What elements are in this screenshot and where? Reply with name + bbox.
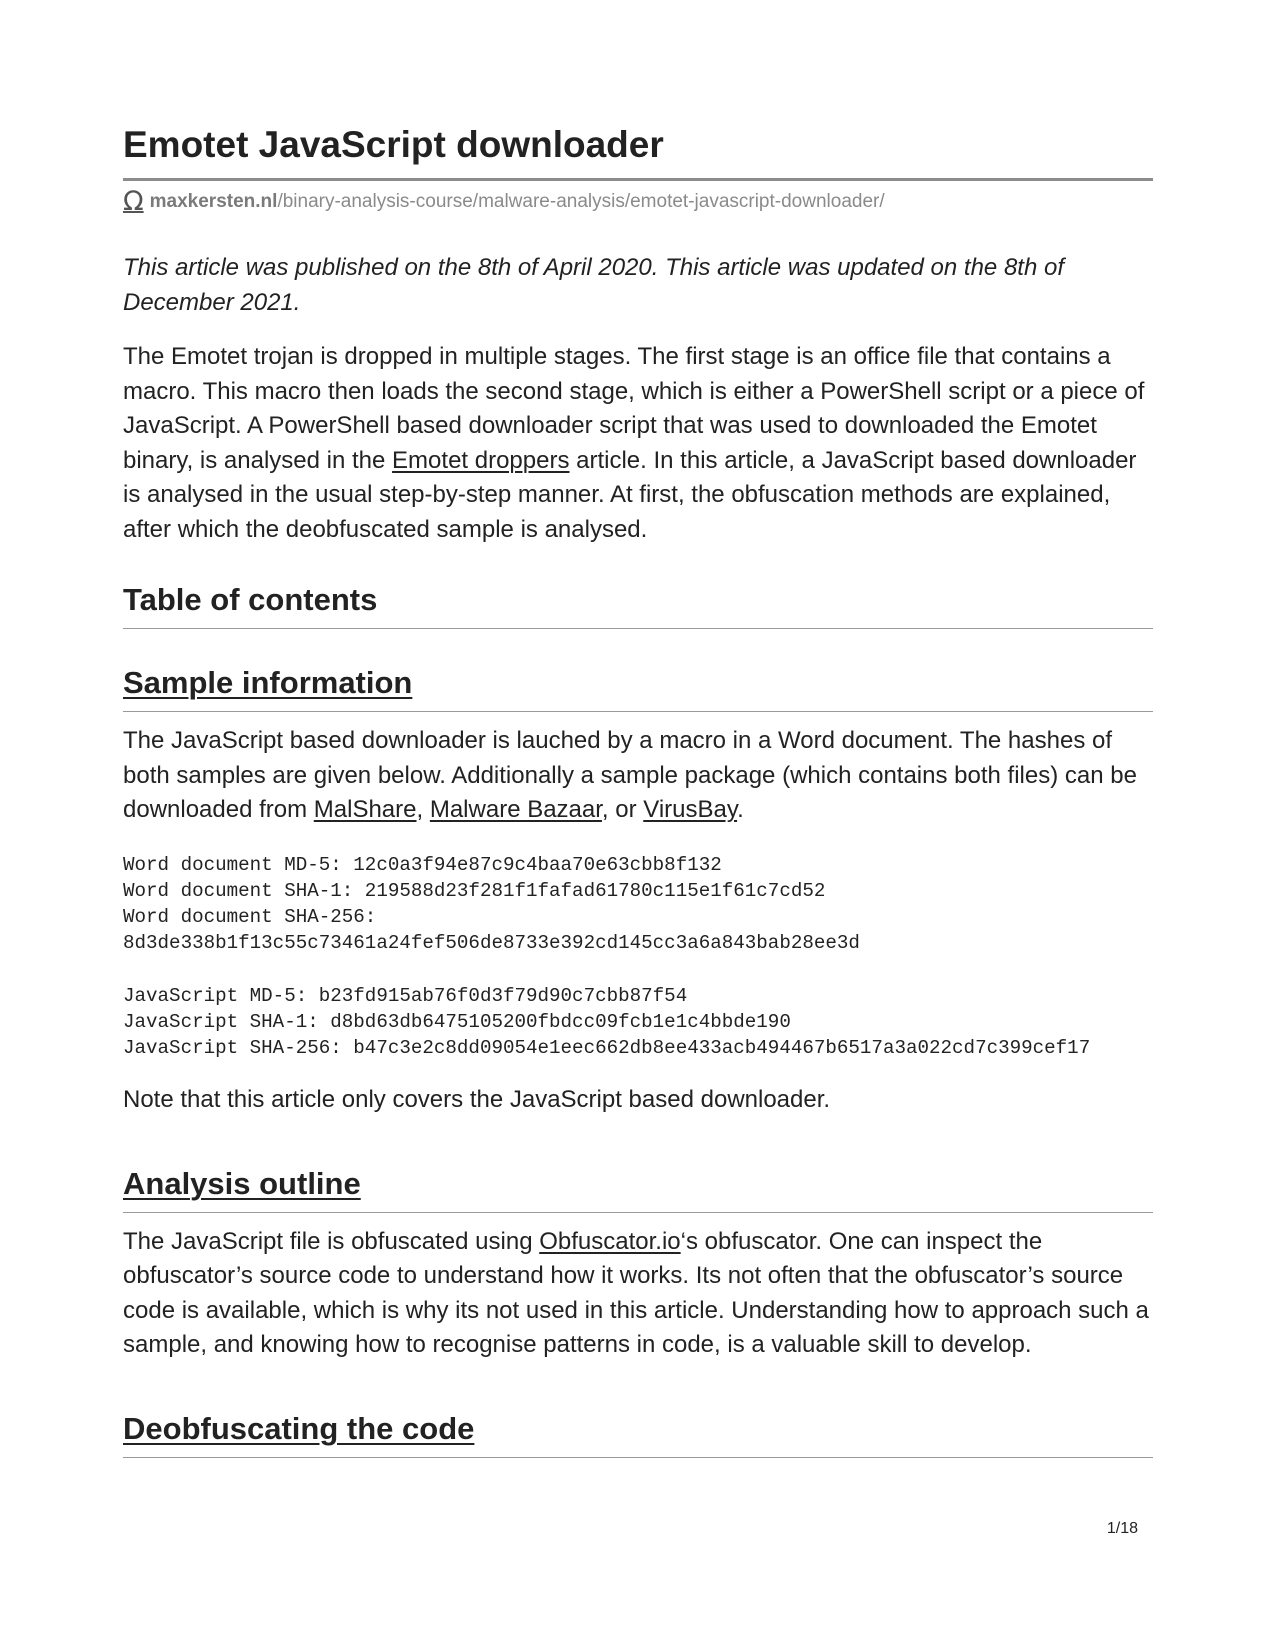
outline-text-1: The JavaScript file is obfuscated using [123, 1227, 540, 1255]
hash-line: JavaScript SHA-1: d8bd63db6475105200fbdcc09fcb1e1c4bbde190 [123, 1010, 791, 1033]
sample-text: The JavaScript based downloader is lauched by a macro in a Word document. The hashes of both samples are given below. Additionally a sample package (which contains both files) can be downloaded from [123, 727, 1137, 823]
hash-line: JavaScript SHA-256: b47c3e2c8dd09054e1eec662db8ee433acb494467b6517a3a022cd7c399cef17 [123, 1036, 1091, 1059]
deobfuscating-section [123, 1409, 1153, 1458]
publication-note: This article was published on the 8th of April 2020. This article was updated on the 8th of December 2021. [123, 254, 1064, 316]
outline-heading-link[interactable]: Analysis outline [123, 1165, 361, 1201]
outline-heading [123, 1164, 1153, 1204]
page-title: Emotet JavaScript downloader [123, 124, 664, 165]
source-path: /binary-analysis-course/malware-analysis/emotet-javascript-downloader/ [277, 191, 885, 212]
toc-divider [123, 628, 1153, 629]
hash-line: Word document SHA-256: [123, 905, 377, 928]
title-divider [123, 178, 1153, 181]
sample-heading-link[interactable]: Sample information [123, 665, 413, 700]
intro-text-1: The Emotet trojan is dropped in multiple stages. The first stage is an office file that contains a macro. This macro then loads the second stage, which is either a PowerShell script or a piece of JavaScript. A PowerShell based downloader script that was used to downloaded the Emotet binary, is analysed in the [123, 343, 1145, 474]
note-paragraph: Note that this article only covers the JavaScript based downloader. [123, 1086, 831, 1114]
virusbay-link[interactable]: VirusBay [643, 796, 738, 823]
deobfuscating-divider [123, 1457, 1153, 1458]
malshare-link[interactable]: MalShare [313, 796, 417, 823]
article [123, 122, 1153, 1458]
outline-text-2: ‘s obfuscator. One can inspect the obfuscator’s source code to understand how it works. Its not often that the obfuscator’s source code is available, which is why its not used in this article. Understanding how to approach such a sample, and knowing how to recognise patterns in code, is a valuable skill to develop. [123, 1227, 1149, 1359]
separator: , [416, 796, 430, 823]
hash-line: JavaScript MD-5: b23fd915ab76f0d3f79d90c7cbb87f54 [123, 984, 688, 1007]
separator: , or [601, 796, 644, 823]
hash-line: Word document MD-5: 12c0a3f94e87c9c4baa70e63cbb8f132 [123, 853, 722, 876]
period: . [737, 796, 744, 823]
source-url[interactable] [123, 188, 1153, 216]
outline-divider [123, 1212, 1153, 1213]
intro-paragraph [123, 340, 1153, 547]
sample-paragraph [123, 724, 1153, 828]
malware-bazaar-link[interactable]: Malware Bazaar [429, 796, 602, 823]
sample-heading [123, 663, 1153, 703]
sample-divider [123, 711, 1153, 712]
hash-line: 8d3de338b1f13c55c73461a24fef506de8733e392cd145cc3a6a843bab28ee3d [123, 932, 860, 955]
obfuscator-io-link[interactable]: Obfuscator.io [539, 1227, 681, 1255]
sample-section [123, 663, 1153, 1118]
page-number: 1/18 [1106, 1520, 1138, 1537]
deobfuscating-heading-link[interactable]: Deobfuscating the code [123, 1410, 475, 1446]
deobfuscating-heading [123, 1409, 1153, 1449]
outline-paragraph [123, 1225, 1153, 1363]
toc-section [123, 580, 1153, 629]
toc-heading: Table of contents [123, 582, 378, 617]
hash-code-block [123, 852, 1153, 1062]
hash-line: Word document SHA-1: 219588d23f281f1fafad61780c115e1f61c7cd52 [123, 879, 826, 902]
omega-icon: Ω [123, 186, 144, 217]
source-domain: maxkersten.nl [149, 191, 278, 212]
outline-section [123, 1164, 1153, 1363]
emotet-droppers-link[interactable]: Emotet droppers [392, 446, 570, 474]
intro-text-2: article. In this article, a JavaScript based downloader is analysed in the usual step-by-step manner. At first, the obfuscation methods are explained, after which the deobfuscated sample is analysed. [123, 446, 1137, 543]
